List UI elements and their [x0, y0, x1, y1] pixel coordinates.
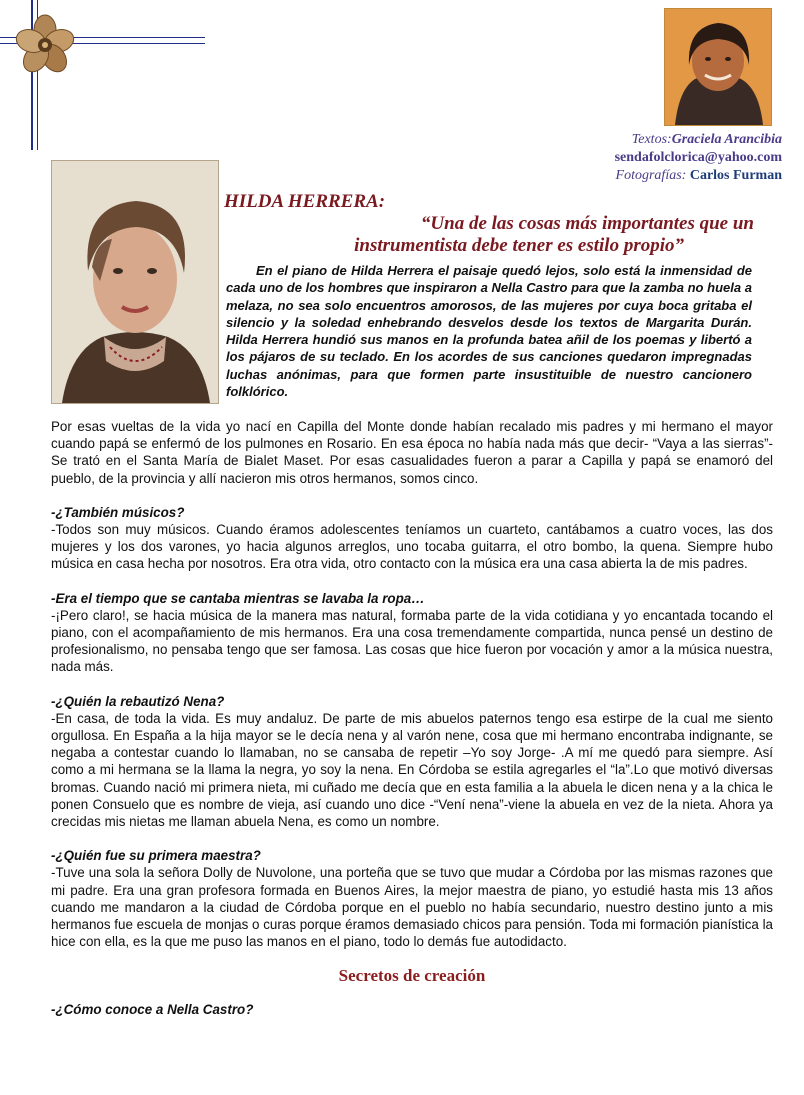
- interview-answer: -Tuve una sola la señora Dolly de Nuvolone, una porteña que se tuvo que mudar a Córdoba por las mismas razones que mi padre. Era una gran profesora formada en Buenos Aires, la mejor maestra de piano, yo estudié hasta mis 13 años cuando me mandaron a la ciudad de Córdoba porque en el pueblo no había secundario, nuestro destino junto a mis hermanos fue escuela de monjas o curas porque éramos demasiado chicos para pensión. Toda mi formación pianística la hice con ella, es la que me puso las manos en el piano, todo lo demás fue autodidacto.: [51, 865, 773, 950]
- intro-paragraph: [226, 262, 752, 400]
- author-photo: [664, 8, 772, 126]
- section-title: Secretos de creación: [338, 966, 486, 986]
- qa-block: [51, 590, 773, 676]
- qa-block: [51, 504, 773, 573]
- texts-author: Graciela Arancibia: [671, 132, 782, 147]
- opening-paragraph: Por esas vueltas de la vida yo nací en Capilla del Monte donde habían recalado mis padres y mi hermano el mayor cuando papá se enfermó de los pulmones en Rosario. En esa época no había nada más que decir- “Vaya a las sierras”-Se trató en el Santa María de Bialet Maset. Por esas casualidades fueron a parar a Capilla y papá se enamoró del pueblo, de la provincia y allí nacieron mis otros hermanos, somos cinco.: [51, 419, 773, 486]
- qa-block: [51, 1001, 773, 1018]
- interviewee-name: HILDA HERRERA:: [224, 191, 386, 212]
- credits: [615, 131, 782, 185]
- headline-quote-line-2: instrumentista debe tener es estilo propio”: [354, 235, 684, 256]
- photos-label: Fotografías:: [615, 168, 687, 183]
- photos-credit: [615, 167, 782, 185]
- interview-question: -¿Cómo conoce a Nella Castro?: [51, 1001, 254, 1017]
- interviewee-photo: [51, 160, 219, 404]
- interview-question: -¿También músicos?: [51, 504, 185, 520]
- contact-email[interactable]: sendafolclorica@yahoo.com: [614, 150, 782, 165]
- interview-question: -¿Quién la rebautizó Nena?: [51, 693, 225, 709]
- interview-answer: -¡Pero claro!, se hacia música de la manera mas natural, formaba parte de la vida cotidiana y yo encantada tocando el piano, con el acompañamiento de mis hermanos. Era una cosa tremendamente compartida, nunca pensé un destino de profesionalismo, no pensaba tengo que ser famosa. Las cosas que hice fueron por vocación y amor a la música nuestra, nada más.: [51, 607, 773, 675]
- article-headline: [224, 191, 784, 257]
- headline-quote-line-1: “Una de las cosas más importantes que un: [420, 213, 754, 234]
- qa-block: [51, 693, 773, 831]
- interview-question: -Era el tiempo que se cantaba mientras se lavaba la ropa…: [51, 590, 425, 606]
- interview-question: -¿Quién fue su primera maestra?: [51, 848, 261, 864]
- texts-label: Textos:: [631, 132, 672, 147]
- intro-text: En el piano de Hilda Herrera el paisaje quedó lejos, solo está la inmensidad de cada uno de los hombres que inspiraron a Nella Castro para que la zamba no huela a melaza, no sea solo encuentros amorosos, de las mujeres por cuya boca gritaba el silencio y la soledad enhebrando desvelos desde los textos de Margarita Durán. Hilda Herrera hundió sus manos en la profunda batea añil de los poemas y libertó a los pájaros de su teclado. En los acordes de sus canciones quedaron impregnadas luchas anónimas, para que formen parte insustituible de nuestro cancionero folklórico.: [226, 263, 752, 400]
- qa-block: [51, 847, 773, 950]
- portrait-illustration-icon: [52, 161, 218, 403]
- texts-credit: [615, 131, 782, 149]
- article-body: [51, 418, 773, 1035]
- flower-ornament-icon: [14, 14, 76, 76]
- photos-author: Carlos Furman: [689, 168, 782, 183]
- portrait-illustration-icon: [665, 9, 771, 125]
- interview-answer: -En casa, de toda la vida. Es muy andaluz. De parte de mis abuelos paternos tengo esa estirpe de la cual me siento orgullosa. En España a la hija mayor se le decía nena y al varón nene, cosa que mi hermano encontraba indignante, se negaba a contestar cuando lo llamaban, no se cansaba de repetir –Yo soy Jorge- .A mí me quedó para siempre. Así como a mi hermana se la llama la negra, yo soy la nena. En Córdoba se estila agregarles el “la”.Lo que motivó diversas bromas. Cuando nació mi primera nieta, mi cuñado me decía que en esta familia a la abuela le dicen nena y a la chica le ponen Consuelo que es nombre de vieja, así cuando uno dice -“Vení nena”-viene la abuela en vez de la nieta. Ahora ya crecidas mis nietas me llaman abuela Nena, es como un nombre.: [51, 710, 773, 830]
- interview-answer: -Todos son muy músicos. Cuando éramos adolescentes teníamos un cuarteto, cantábamos a cuatro voces, las dos mujeres y los dos varones, yo hacia algunos arreglos, uno tocaba guitarra, el otro bombo, la quena. Siempre hubo música en casa hecha por nosotros. Era otra vida, otro contacto con la música era una casa abierta la de mis padres.: [51, 522, 773, 572]
